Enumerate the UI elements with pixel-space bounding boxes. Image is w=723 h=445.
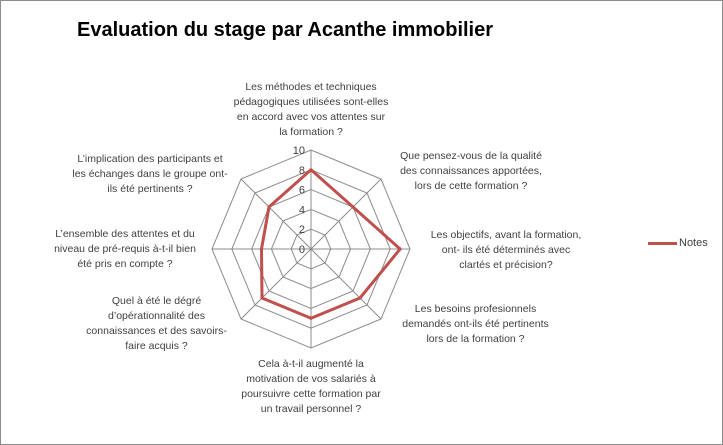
category-label-1: Les méthodes et techniques pédagogiques utilisées sont-elles en accord avec vos attentes sur la formation ? bbox=[233, 81, 389, 138]
data-point-5 bbox=[309, 317, 312, 320]
legend-label: Notes bbox=[679, 237, 708, 249]
category-label-7: L’ensemble des attentes et du niveau de pré-requis à-t-il bien été pris en compte ? bbox=[54, 228, 196, 270]
legend bbox=[648, 237, 708, 249]
category-label-8: L’implication des participants et les échanges dans le groupe ont- ils été pertinents ? bbox=[72, 153, 228, 195]
data-point-6 bbox=[260, 296, 263, 299]
tick-label-8: 8 bbox=[298, 164, 305, 177]
category-label-2: Que pensez-vous de la qualité des connaissances apportées, lors de cette formation ? bbox=[400, 150, 542, 192]
legend-swatch bbox=[648, 242, 677, 245]
category-label-5: Cela à-t-il augmenté la motivation de vos salariés à poursuivre cette formation par un travail personnel ? bbox=[241, 358, 381, 415]
chart-title: Evaluation du stage par Acanthe immobilier bbox=[77, 19, 494, 41]
data-point-3 bbox=[399, 247, 402, 250]
data-point-2 bbox=[351, 205, 354, 208]
data-point-4 bbox=[358, 296, 361, 299]
tick-label-0: 0 bbox=[298, 244, 305, 256]
tick-label-10: 10 bbox=[292, 145, 305, 157]
data-point-1 bbox=[309, 168, 312, 171]
category-label-4: Les besoins profesionnels demandés ont-ils été pertinents lors de la formation ? bbox=[402, 303, 549, 345]
data-point-8 bbox=[267, 205, 270, 208]
tick-label-2: 2 bbox=[298, 224, 305, 237]
category-label-3: Les objectifs, avant la formation, ont- ils été déterminés avec clartés et précision? bbox=[430, 229, 582, 271]
data-point-7 bbox=[260, 247, 263, 250]
category-label-6: Quel à été le dégré d’opérationnalité des connaissances et des savoirs- faire acquis ? bbox=[86, 295, 227, 352]
tick-label-6: 6 bbox=[298, 184, 305, 197]
tick-label-4: 4 bbox=[298, 204, 305, 217]
